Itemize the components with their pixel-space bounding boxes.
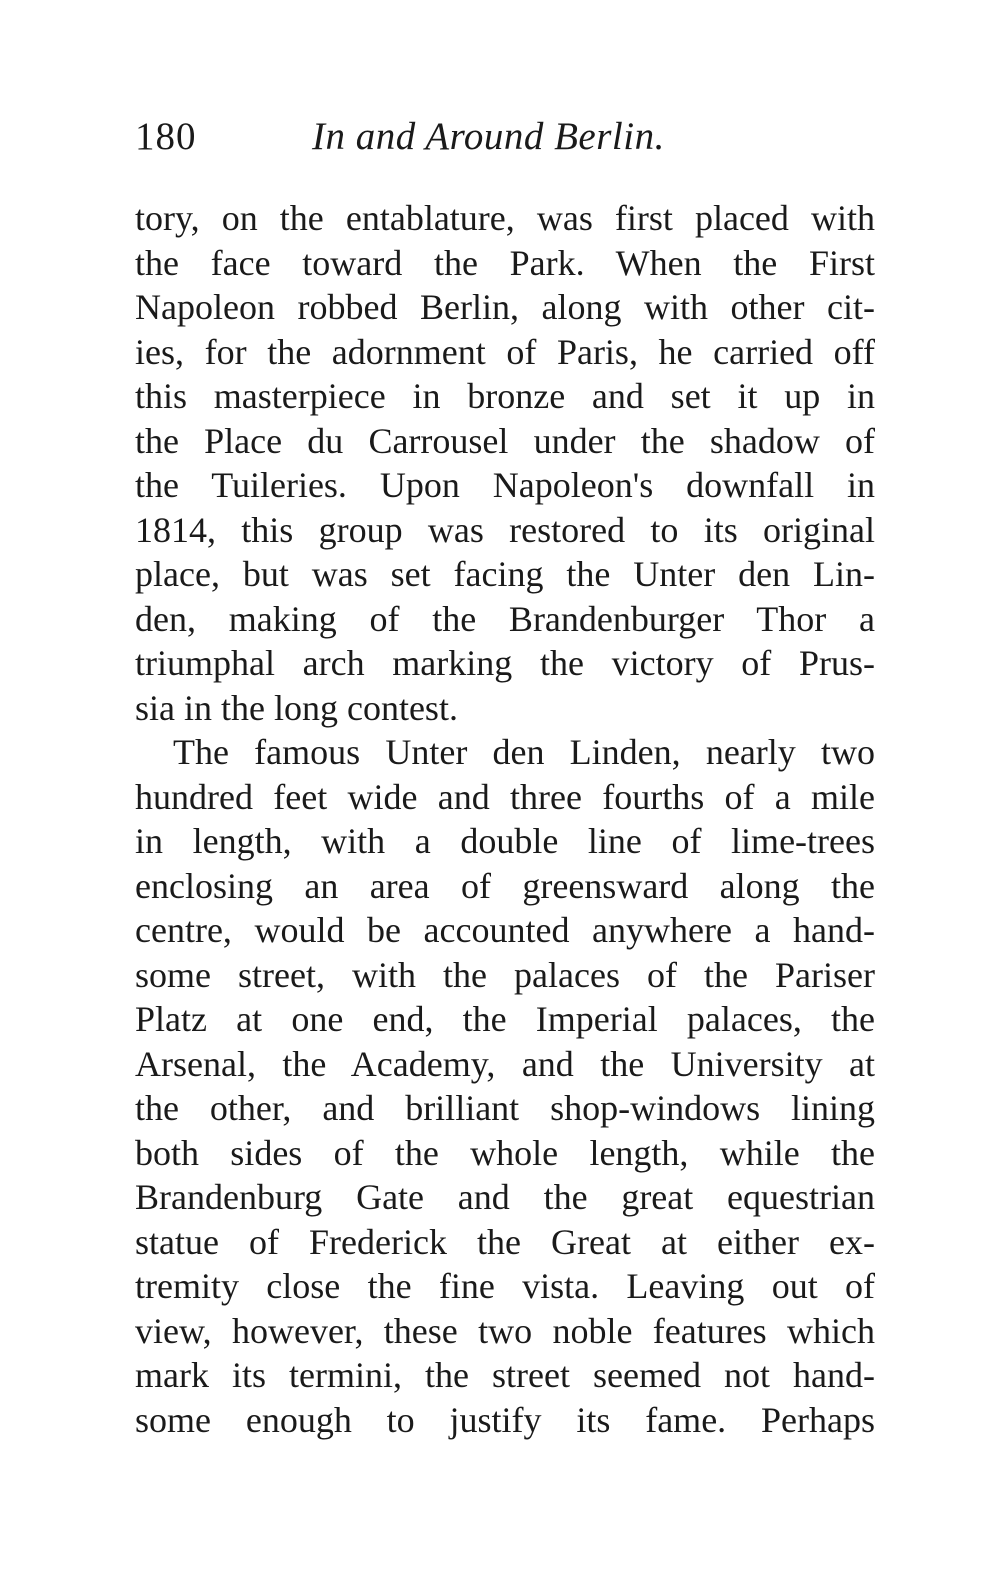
text-line: den, making of the Brandenburger Thor a [135, 598, 875, 639]
text-line: enclosing an area of greensward along the [135, 865, 875, 906]
text-line: hundred feet wide and three fourths of a mile [135, 776, 875, 817]
text-line: the Tuileries. Upon Napoleon's downfall in [135, 465, 875, 505]
text-line: this masterpiece in bronze and set it up in [135, 376, 875, 416]
text-line: some street, with the palaces of the Pariser [135, 954, 875, 995]
paragraph-2 [135, 730, 875, 1442]
text-line: triumphal arch marking the victory of Prus- [135, 643, 875, 683]
text-line: some enough to justify its fame. Perhaps [135, 1399, 875, 1440]
text-line: tremity close the fine vista. Leaving out of [135, 1266, 875, 1306]
page-number: 180 [135, 115, 197, 158]
body-text [135, 196, 875, 1442]
text-line: both sides of the whole length, while the [135, 1132, 875, 1173]
text-line: tory, on the entablature, was first placed with [135, 198, 875, 238]
text-line: the Place du Carrousel under the shadow of [135, 420, 875, 461]
running-title: In and Around Berlin. [312, 115, 665, 158]
paragraph-1 [135, 196, 875, 730]
text-line: mark its termini, the street seemed not hand- [135, 1355, 875, 1395]
text-line: the face toward the Park. When the First [135, 242, 875, 283]
text-line: centre, would be accounted anywhere a hand- [135, 910, 875, 950]
text-line: in length, with a double line of lime-trees [135, 821, 875, 861]
text-line: place, but was set facing the Unter den Lin- [135, 554, 875, 594]
text-line: the other, and brilliant shop-windows lining [135, 1088, 875, 1128]
page-header [135, 112, 875, 162]
text-line: The famous Unter den Linden, nearly two [173, 732, 875, 772]
text-line: 1814, this group was restored to its original [135, 509, 875, 550]
text-line: Napoleon robbed Berlin, along with other cit- [135, 287, 875, 327]
text-line: Platz at one end, the Imperial palaces, the [135, 999, 875, 1039]
text-line: statue of Frederick the Great at either ex- [135, 1221, 875, 1262]
text-line: Arsenal, the Academy, and the University at [135, 1043, 875, 1084]
text-line: Brandenburg Gate and the great equestrian [135, 1177, 875, 1217]
text-line: ies, for the adornment of Paris, he carried off [135, 331, 875, 372]
text-line: view, however, these two noble features which [135, 1310, 875, 1351]
text-line: sia in the long contest. [135, 687, 458, 728]
